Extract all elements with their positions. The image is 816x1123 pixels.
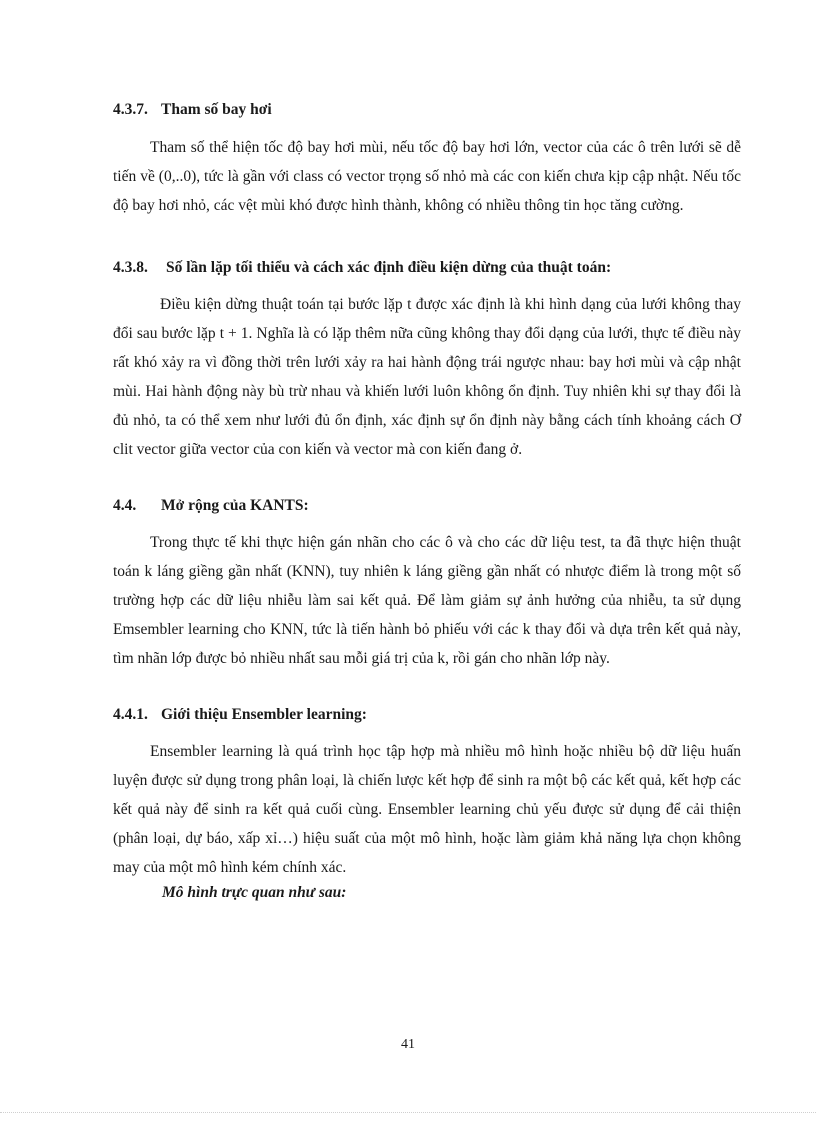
page-number: 41 — [401, 1037, 415, 1052]
paragraph-stop-condition: Điều kiện dừng thuật toán tại bước lặp t được xác định là khi hình dạng của lưới không thay đổi sau bước lặp t + 1. Nghĩa là có lặp thêm nữa cũng không thay đổi dạng của lưới, thực tế điều này rất khó xảy ra vì đồng thời trên lưới xảy ra hai hành động trái ngược nhau: bay hơi mùi và cập nhật mùi. Hai hành động này bù trừ nhau và khiến lưới luôn không ổn định. Tuy nhiên khi sự thay đổi là đủ nhỏ, ta có thể xem như lưới đủ ổn định, xác định sự ổn định này bằng cách tính khoảng cách Ơ clit vector giữa vector của con kiến và vector mà con kiến đang ở. — [113, 296, 741, 458]
section-heading-4-3-8 — [113, 259, 611, 277]
figure-caption: Mô hình trực quan như sau: — [162, 884, 347, 901]
section-heading-4-3-7 — [113, 101, 272, 119]
section-title: Tham số bay hơi — [161, 101, 272, 118]
paragraph-evaporation: Tham số thể hiện tốc độ bay hơi mùi, nếu tốc độ bay hơi lớn, vector của các ô trên lưới sẽ dễ tiến về (0,..0), tức là gần với class có vector trọng số nhỏ mà các con kiến chưa kịp cập nhật. Nếu tốc độ bay hơi nhỏ, các vệt mùi khó được hình thành, không có nhiều thông tin học tăng cường. — [113, 139, 741, 214]
section-number: 4.3.8. — [113, 259, 148, 276]
section-title: Số lần lặp tối thiểu và cách xác định điều kiện dừng của thuật toán: — [166, 259, 612, 276]
section-title: Mở rộng của KANTS: — [161, 497, 309, 514]
section-heading-4-4 — [113, 497, 309, 515]
section-number: 4.3.7. — [113, 101, 148, 118]
section-number: 4.4.1. — [113, 706, 148, 723]
paragraph-kants-extension: Trong thực tế khi thực hiện gán nhãn cho các ô và cho các dữ liệu test, ta đã thực hiện thuật toán k láng giềng gần nhất (KNN), tuy nhiên k láng giềng gần nhất có nhược điểm là trong một số trường hợp các dữ liệu nhiễu làm sai kết quả. Để làm giảm sự ảnh hưởng của nhiễu, ta sử dụng Emsembler learning cho KNN, tức là tiến hành bỏ phiếu với các k thay đổi và dựa trên kết quả này, tìm nhãn lớp được bỏ nhiều nhất sau mỗi giá trị của k, rồi gán cho nhãn lớp này. — [113, 534, 741, 667]
section-title: Giới thiệu Ensembler learning: — [161, 706, 367, 723]
footer-divider — [0, 1112, 816, 1113]
section-heading-4-4-1 — [113, 706, 367, 724]
section-number: 4.4. — [113, 497, 137, 514]
paragraph-ensembler-intro: Ensembler learning là quá trình học tập hợp mà nhiều mô hình hoặc nhiều bộ dữ liệu huấn luyện được sử dụng trong phân loại, là chiến lược kết hợp để sinh ra một bộ các kết quả, kết hợp các kết quả này để sinh ra kết quả cuối cùng. Ensembler learning chủ yếu được sử dụng để cải thiện (phân loại, dự báo, xấp xỉ…) hiệu suất của một mô hình, hoặc làm giảm khả năng lựa chọn không may của một mô hình kém chính xác. — [113, 743, 741, 876]
